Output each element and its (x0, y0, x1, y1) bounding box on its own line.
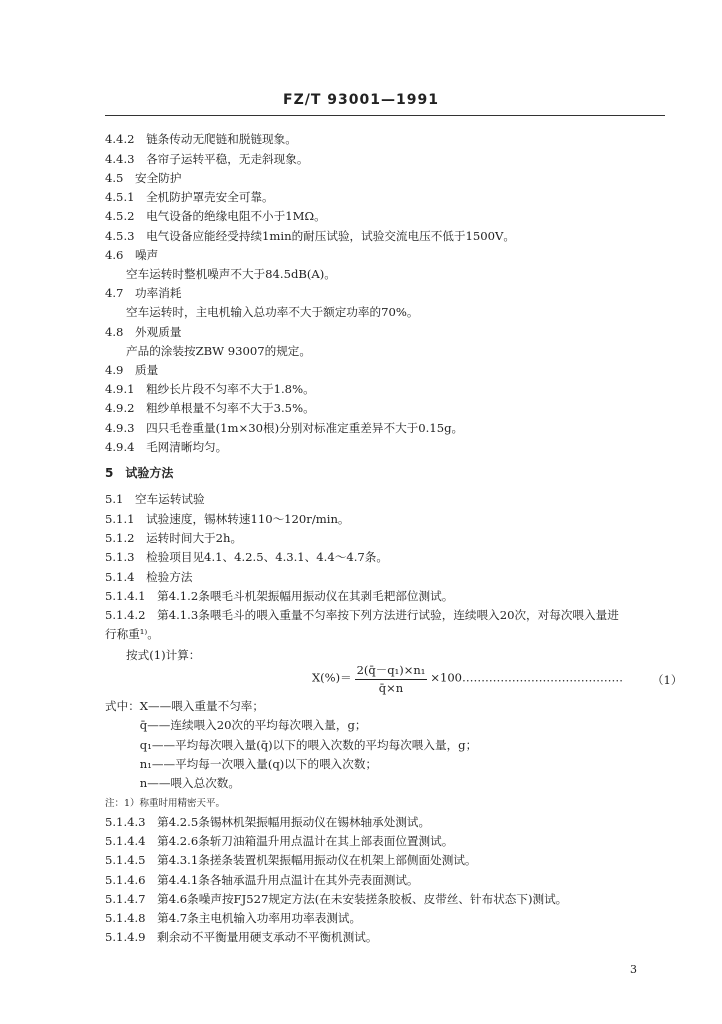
body-line: 4.5.2 电气设备的绝缘电阻不小于1MΩ。 (105, 209, 326, 223)
section-heading: 5 试验方法 (105, 466, 174, 480)
body-line: 4.8 外观质量 (105, 325, 182, 339)
body-line: 按式(1)计算： (126, 648, 201, 662)
formula-fraction (355, 662, 428, 695)
formula-lhs: X(%)＝ (312, 670, 352, 685)
body-line: n₁——平均每一次喂入量(q)以下的喂入次数； (105, 757, 378, 771)
formula-1 (312, 662, 623, 695)
body-line: 5.1.1 试验速度，锡林转速110～120r/min。 (105, 512, 350, 526)
body-line: 4.6 噪声 (105, 248, 159, 262)
body-line: 5.1.4.3 第4.2.5条锡林机架振幅用振动仪在锡林轴承处测试。 (105, 815, 431, 829)
body-line: q₁——平均每次喂入量(q̄)以下的喂入次数的平均每次喂入量，g； (105, 738, 478, 752)
body-line: q̄——连续喂入20次的平均每次喂入量，g； (105, 718, 367, 732)
body-line: 空车运转时整机噪声不大于84.5dB(A)。 (126, 267, 336, 281)
body-line: 4.4.2 链条传动无爬链和脱链现象。 (105, 132, 297, 146)
body-line: 4.5 安全防护 (105, 171, 182, 185)
body-line: n——喂入总次数。 (105, 776, 240, 790)
page-number: 3 (630, 963, 637, 976)
body-line: 4.5.3 电气设备应能经受持续1min的耐压试验，试验交流电压不低于1500V。 (105, 229, 515, 243)
body-line: 4.9.2 粗纱单根量不匀率不大于3.5%。 (105, 401, 315, 415)
body-line: 5.1.4.7 第4.6条噪声按FJ527规定方法(在未安装搓条胶板、皮带丝、针布状态下)测试。 (105, 892, 568, 906)
body-line: 5.1 空车运转试验 (105, 492, 205, 506)
body-line: 式中：X——喂入重量不匀率； (105, 699, 264, 713)
formula-number: （1） (652, 673, 683, 687)
body-line: 空车运转时，主电机输入总功率不大于额定功率的70%。 (126, 305, 419, 319)
footnote: 注：1）称重时用精密天平。 (105, 798, 226, 809)
body-line: 4.9.3 四只毛卷重量(1m×30根)分别对标准定重差异不大于0.15g。 (105, 421, 464, 435)
body-line: 5.1.3 检验项目见4.1、4.2.5、4.3.1、4.4～4.7条。 (105, 550, 388, 564)
body-line: 4.7 功率消耗 (105, 286, 182, 300)
header-rule (105, 115, 665, 116)
body-line: 行称重¹⁾。 (105, 627, 159, 641)
body-line: 5.1.4.9 剩余动不平衡量用硬支承动不平衡机测试。 (105, 930, 378, 944)
body-line: 4.9.4 毛网清晰均匀。 (105, 440, 228, 454)
body-line: 5.1.2 运转时间大于2h。 (105, 531, 243, 545)
body-line: 4.5.1 全机防护罩壳安全可靠。 (105, 190, 274, 204)
body-line: 4.9 质量 (105, 363, 159, 377)
formula-numerator: 2(q̄－q₁)×n₁ (355, 662, 428, 680)
body-line: 5.1.4.1 第4.1.2条喂毛斗机架振幅用振动仪在其剥毛耙部位测试。 (105, 589, 454, 603)
body-line: 4.9.1 粗纱长片段不匀率不大于1.8%。 (105, 382, 315, 396)
body-line: 5.1.4.2 第4.1.3条喂毛斗的喂入重量不匀率按下列方法进行试验，连续喂入20次，对每次喂入量进 (105, 608, 619, 622)
body-line: 5.1.4.8 第4.7条主电机输入功率用功率表测试。 (105, 911, 362, 925)
body-line: 5.1.4.6 第4.4.1条各轴承温升用点温计在其外壳表面测试。 (105, 873, 419, 887)
body-line: 5.1.4.5 第4.3.1条搓条装置机架振幅用振动仪在机架上部侧面处测试。 (105, 853, 477, 867)
standard-header: FZ/T 93001—1991 (283, 92, 439, 108)
body-line: 4.4.3 各帘子运转平稳，无走斜现象。 (105, 152, 309, 166)
formula-rhs: ×100…………………………………… (430, 670, 623, 685)
body-line: 5.1.4.4 第4.2.6条斩刀油箱温升用点温计在其上部表面位置测试。 (105, 834, 454, 848)
body-line: 产品的涂装按ZBW 93007的规定。 (126, 344, 311, 358)
body-line: 5.1.4 检验方法 (105, 570, 193, 584)
formula-denominator: q̄×n (378, 681, 404, 695)
